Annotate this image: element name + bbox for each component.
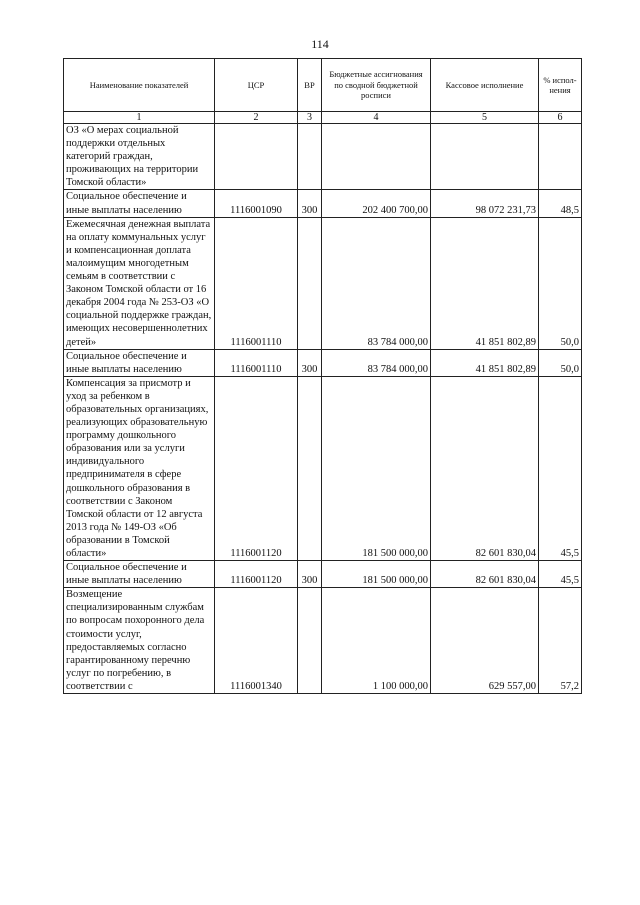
table-row: [64, 588, 582, 694]
row-percent: [539, 124, 582, 190]
row-percent: 45,5: [539, 561, 582, 588]
row-vr: [298, 376, 322, 560]
row-percent: 50,0: [539, 349, 582, 376]
row-name: Социальное обеспечение и иные выплаты населению: [64, 190, 215, 217]
header-vr: ВР: [298, 59, 322, 112]
row-cash: 41 851 802,89: [431, 349, 539, 376]
row-csr: 1116001090: [215, 190, 298, 217]
row-cash: 98 072 231,73: [431, 190, 539, 217]
row-budget: 181 500 000,00: [322, 376, 431, 560]
row-csr: 1116001340: [215, 588, 298, 694]
row-vr: [298, 124, 322, 190]
row-budget: 1 100 000,00: [322, 588, 431, 694]
row-vr: 300: [298, 190, 322, 217]
table-row: [64, 349, 582, 376]
row-vr: 300: [298, 561, 322, 588]
column-number: 1: [64, 112, 215, 124]
row-name: Социальное обеспечение и иные выплаты населению: [64, 561, 215, 588]
row-cash: [431, 124, 539, 190]
column-number: 5: [431, 112, 539, 124]
row-name: Социальное обеспечение и иные выплаты населению: [64, 349, 215, 376]
column-number: 6: [539, 112, 582, 124]
header-cash-execution: Кассовое исполнение: [431, 59, 539, 112]
table-row: [64, 190, 582, 217]
budget-execution-table: [63, 58, 582, 694]
row-cash: 82 601 830,04: [431, 376, 539, 560]
row-budget: [322, 124, 431, 190]
table-row: [64, 561, 582, 588]
row-percent: 57,2: [539, 588, 582, 694]
row-budget: 83 784 000,00: [322, 349, 431, 376]
column-number: 2: [215, 112, 298, 124]
row-vr: [298, 588, 322, 694]
table-row: [64, 124, 582, 190]
row-name: ОЗ «О мерах социальной поддержки отдельных категорий граждан, проживающих на территории Томской области»: [64, 124, 215, 190]
row-cash: 629 557,00: [431, 588, 539, 694]
header-indicator-name: Наименование показателей: [64, 59, 215, 112]
row-percent: 48,5: [539, 190, 582, 217]
column-number: 3: [298, 112, 322, 124]
header-budget-allocations: Бюджетные ассигнования по сводной бюджетной росписи: [322, 59, 431, 112]
row-vr: 300: [298, 349, 322, 376]
row-name: Ежемесячная денежная выплата на оплату коммунальных услуг и компенсационная доплата малоимущим многодетным семьям в соответствии с Законом Томской области от 16 декабря 2004 года № 253-ОЗ «О социальной поддержке граждан, имеющих несовершеннолетних детей»: [64, 217, 215, 349]
table-header-row: [64, 59, 582, 112]
table-row: [64, 217, 582, 349]
row-budget: 181 500 000,00: [322, 561, 431, 588]
row-csr: 1116001110: [215, 217, 298, 349]
row-csr: [215, 124, 298, 190]
row-name: Возмещение специализированным службам по вопросам похоронного дела стоимости услуг, предоставляемых согласно гарантированному перечню услуг по погребению, в соответствии с: [64, 588, 215, 694]
page-number: 114: [311, 37, 329, 51]
row-percent: 50,0: [539, 217, 582, 349]
row-csr: 1116001120: [215, 561, 298, 588]
row-budget: 83 784 000,00: [322, 217, 431, 349]
row-budget: 202 400 700,00: [322, 190, 431, 217]
row-cash: 41 851 802,89: [431, 217, 539, 349]
row-csr: 1116001120: [215, 376, 298, 560]
column-number-row: [64, 112, 582, 124]
column-number: 4: [322, 112, 431, 124]
table-row: [64, 376, 582, 560]
row-csr: 1116001110: [215, 349, 298, 376]
row-cash: 82 601 830,04: [431, 561, 539, 588]
row-vr: [298, 217, 322, 349]
row-percent: 45,5: [539, 376, 582, 560]
row-name: Компенсация за присмотр и уход за ребенком в образовательных организациях, реализующих образовательную программу дошкольного образования или за услуги индивидуального предпринимателя в сфере дошкольного образования в соответствии с Законом Томской области от 12 августа 2013 года № 149-ОЗ «Об образовании в Томской области»: [64, 376, 215, 560]
header-execution-percent: % испол-нения: [539, 59, 582, 112]
header-csr: ЦСР: [215, 59, 298, 112]
